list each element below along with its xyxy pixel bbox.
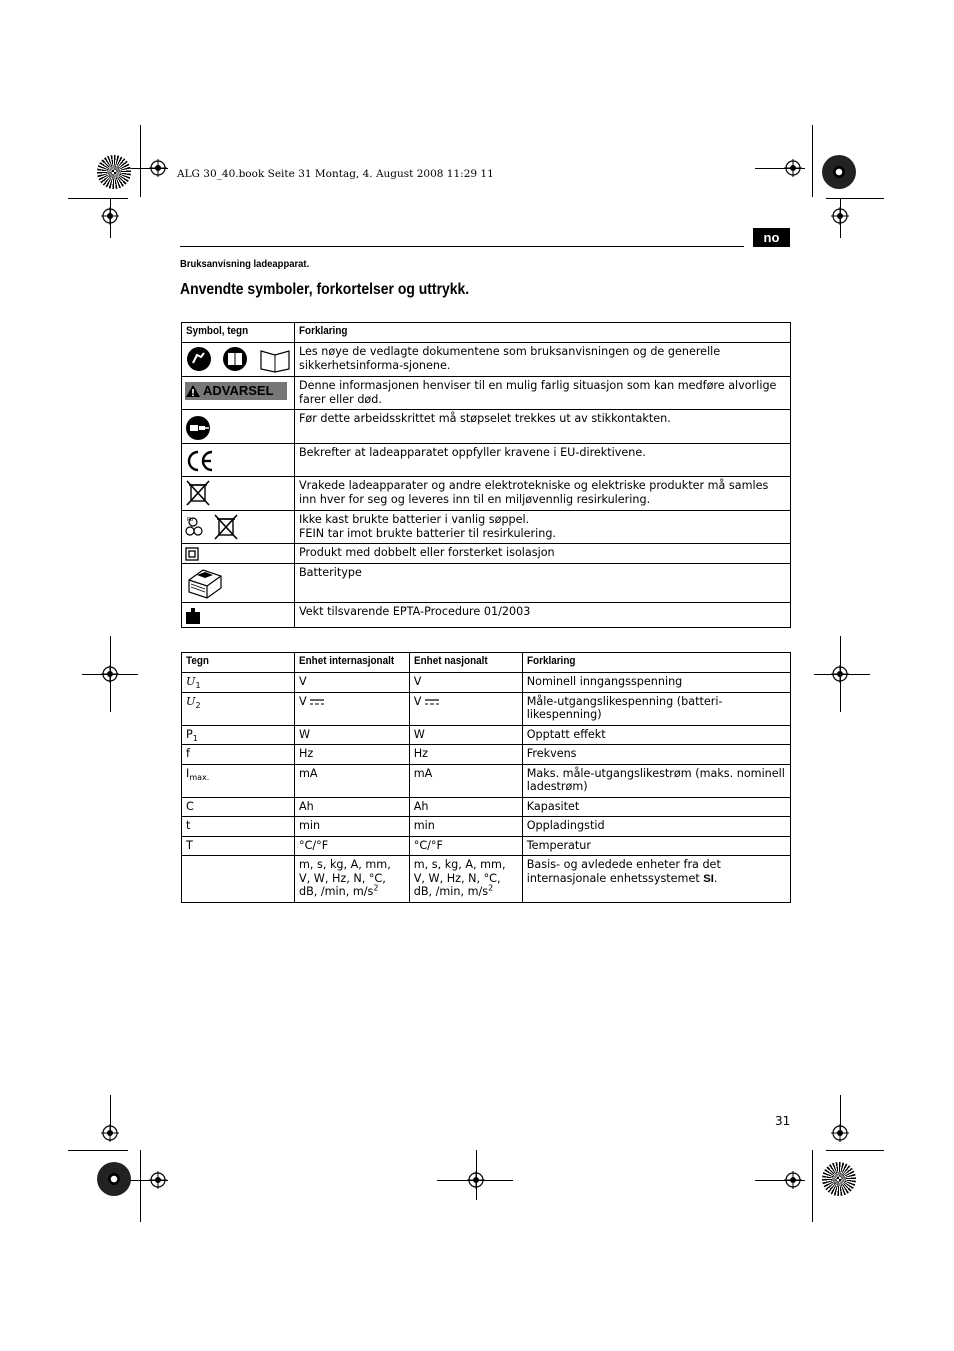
- symbol-cell: [182, 477, 295, 511]
- explanation-cell: Opptatt effekt: [522, 725, 790, 745]
- table-header-row: [182, 323, 791, 343]
- intl-unit-cell: °C/°F: [295, 836, 410, 856]
- table-row: [182, 343, 791, 377]
- table-row: [182, 836, 791, 856]
- units-table: [181, 652, 791, 903]
- page-title: Anvendte symboler, forkortelser og uttrykk.: [180, 281, 470, 298]
- color-starburst-icon: [97, 155, 131, 189]
- symbol-cell: [182, 444, 295, 477]
- intl-unit-cell: V: [295, 673, 410, 693]
- column-header: Forklaring: [522, 653, 790, 673]
- table-row: [182, 725, 791, 745]
- explanation-cell: Produkt med dobbelt eller forsterket isolasjon: [295, 544, 791, 564]
- explanation-cell: Batteritype: [295, 564, 791, 603]
- battery-type-icon: [185, 566, 225, 600]
- explanation-cell: Før dette arbeidsskrittet må støpselet trekkes ut av stikkontakten.: [295, 410, 791, 444]
- read-instructions-icon: [185, 345, 291, 373]
- table-row: [182, 817, 791, 837]
- explanation-cell: Temperatur: [522, 836, 790, 856]
- color-starburst-icon: [822, 1162, 856, 1196]
- sign-cell: t: [182, 817, 295, 837]
- column-header: Enhet nasjonalt: [409, 653, 522, 673]
- intl-unit-cell: min: [295, 817, 410, 837]
- crossed-bin-icon: [185, 479, 211, 507]
- table-row: [182, 603, 791, 628]
- sign-cell: f: [182, 745, 295, 765]
- intl-unit-cell: Hz: [295, 745, 410, 765]
- column-header: Forklaring: [295, 323, 791, 343]
- registration-target-icon: [101, 1124, 119, 1142]
- explanation-cell: Nominell inngangsspenning: [522, 673, 790, 693]
- symbol-cell: [182, 564, 295, 603]
- registration-target-icon: [831, 207, 849, 225]
- registration-target-icon: [784, 1171, 802, 1189]
- column-header: Symbol, tegn: [182, 323, 295, 343]
- table-row: [182, 511, 791, 544]
- table-row: [182, 797, 791, 817]
- explanation-cell: Vekt tilsvarende EPTA-Procedure 01/2003: [295, 603, 791, 628]
- table-row: [182, 745, 791, 765]
- nat-unit-cell: Hz: [409, 745, 522, 765]
- symbol-cell: [182, 410, 295, 444]
- registration-target-icon: [784, 159, 802, 177]
- explanation-cell: Oppladingstid: [522, 817, 790, 837]
- intl-unit-cell: mA: [295, 764, 410, 797]
- warning-triangle-icon: [185, 384, 201, 398]
- table-row: [182, 692, 791, 725]
- direct-current-icon: [310, 699, 324, 705]
- explanation-cell: Vrakede ladeapparater og andre elektrotekniske og elektriske produkter må samles inn hver for seg og leveres inn til en miljøvennlig resirkulering.: [295, 477, 791, 511]
- registration-target-icon: [467, 1171, 485, 1189]
- intl-unit-cell: V: [295, 692, 410, 725]
- explanation-cell: Frekvens: [522, 745, 790, 765]
- sign-cell: $P_1$: [182, 725, 295, 745]
- registration-target-icon: [149, 159, 167, 177]
- sign-cell: $U_2$: [182, 692, 295, 725]
- explanation-cell: [295, 511, 791, 544]
- table-row: [182, 544, 791, 564]
- registration-target-icon: [149, 1171, 167, 1189]
- page-number: 31: [775, 1114, 791, 1128]
- registration-target-icon: [831, 665, 849, 683]
- table-row: [182, 856, 791, 903]
- language-badge: no: [753, 228, 790, 247]
- color-starburst-icon: [97, 1162, 131, 1196]
- book-info-line: ALG 30_40.book Seite 31 Montag, 4. August 2008 11:29 11: [177, 168, 494, 180]
- symbol-cell: [182, 544, 295, 564]
- explanation-cell: Denne informasjonen henviser til en mulig farlig situasjon som kan medføre alvorlige farer eller død.: [295, 377, 791, 410]
- table-header-row: [182, 653, 791, 673]
- table-row: [182, 377, 791, 410]
- explanation-cell: Måle-utgangslikespenning (batteri-likespenning): [522, 692, 790, 725]
- table-row: [182, 444, 791, 477]
- explanation-cell: Kapasitet: [522, 797, 790, 817]
- symbol-cell: [182, 377, 295, 410]
- nat-unit-cell: V: [409, 692, 522, 725]
- registration-target-icon: [831, 1124, 849, 1142]
- explanation-cell: Les nøye de vedlagte dokumentene som bruksanvisningen og de generelle sikkerhetsinforma-sjonene.: [295, 343, 791, 377]
- intl-unit-cell: W: [295, 725, 410, 745]
- explanation-line: FEIN tar imot brukte batterier til resirkulering.: [299, 526, 556, 540]
- table-row: [182, 564, 791, 603]
- symbol-cell: [182, 511, 295, 544]
- table-row: [182, 673, 791, 693]
- nat-unit-cell: m, s, kg, A, mm, V, W, Hz, N, °C, dB, /min, $m/s^2$: [409, 856, 522, 903]
- explanation-cell: Maks. måle-utgangslikestrøm (maks. nominell ladestrøm): [522, 764, 790, 797]
- table-row: [182, 410, 791, 444]
- table-row: [182, 477, 791, 511]
- sign-cell: $U_1$: [182, 673, 295, 693]
- sign-cell: T: [182, 836, 295, 856]
- double-insulation-icon: [185, 547, 199, 561]
- nat-unit-cell: V: [409, 673, 522, 693]
- table-row: [182, 764, 791, 797]
- explanation-cell: Bekrefter at ladeapparatet oppfyller kravene i EU-direktivene.: [295, 444, 791, 477]
- sign-cell: [182, 856, 295, 903]
- svg-text:Pb: Pb: [187, 517, 194, 523]
- symbols-table: [181, 322, 791, 628]
- ce-mark-icon: [185, 449, 215, 473]
- nat-unit-cell: min: [409, 817, 522, 837]
- advarsel-warning-badge: ADVARSEL: [185, 382, 287, 400]
- intl-unit-cell: Ah: [295, 797, 410, 817]
- intl-unit-cell: m, s, kg, A, mm, V, W, Hz, N, °C, dB, /min, $m/s^2$: [295, 856, 410, 903]
- battery-recycling-icon: [185, 513, 245, 541]
- nat-unit-cell: °C/°F: [409, 836, 522, 856]
- nat-unit-cell: Ah: [409, 797, 522, 817]
- registration-target-icon: [101, 207, 119, 225]
- nat-unit-cell: mA: [409, 764, 522, 797]
- header-rule: [180, 246, 744, 247]
- color-starburst-icon: [822, 155, 856, 189]
- column-header: Tegn: [182, 653, 295, 673]
- column-header: Enhet internasjonalt: [295, 653, 410, 673]
- symbol-cell: [182, 603, 295, 628]
- explanation-line: Ikke kast brukte batterier i vanlig søppel.: [299, 513, 530, 526]
- explanation-cell: Basis- og avledede enheter fra det internasjonale enhetssystemet SI.: [522, 856, 790, 903]
- unplug-icon: [185, 415, 211, 441]
- nat-unit-cell: W: [409, 725, 522, 745]
- weight-icon: [185, 607, 201, 625]
- symbol-cell: [182, 343, 295, 377]
- sign-cell: C: [182, 797, 295, 817]
- sign-cell: $I_{max.}$: [182, 764, 295, 797]
- section-subtitle: Bruksanvisning ladeapparat.: [180, 258, 310, 270]
- direct-current-icon: [425, 699, 439, 705]
- registration-target-icon: [101, 665, 119, 683]
